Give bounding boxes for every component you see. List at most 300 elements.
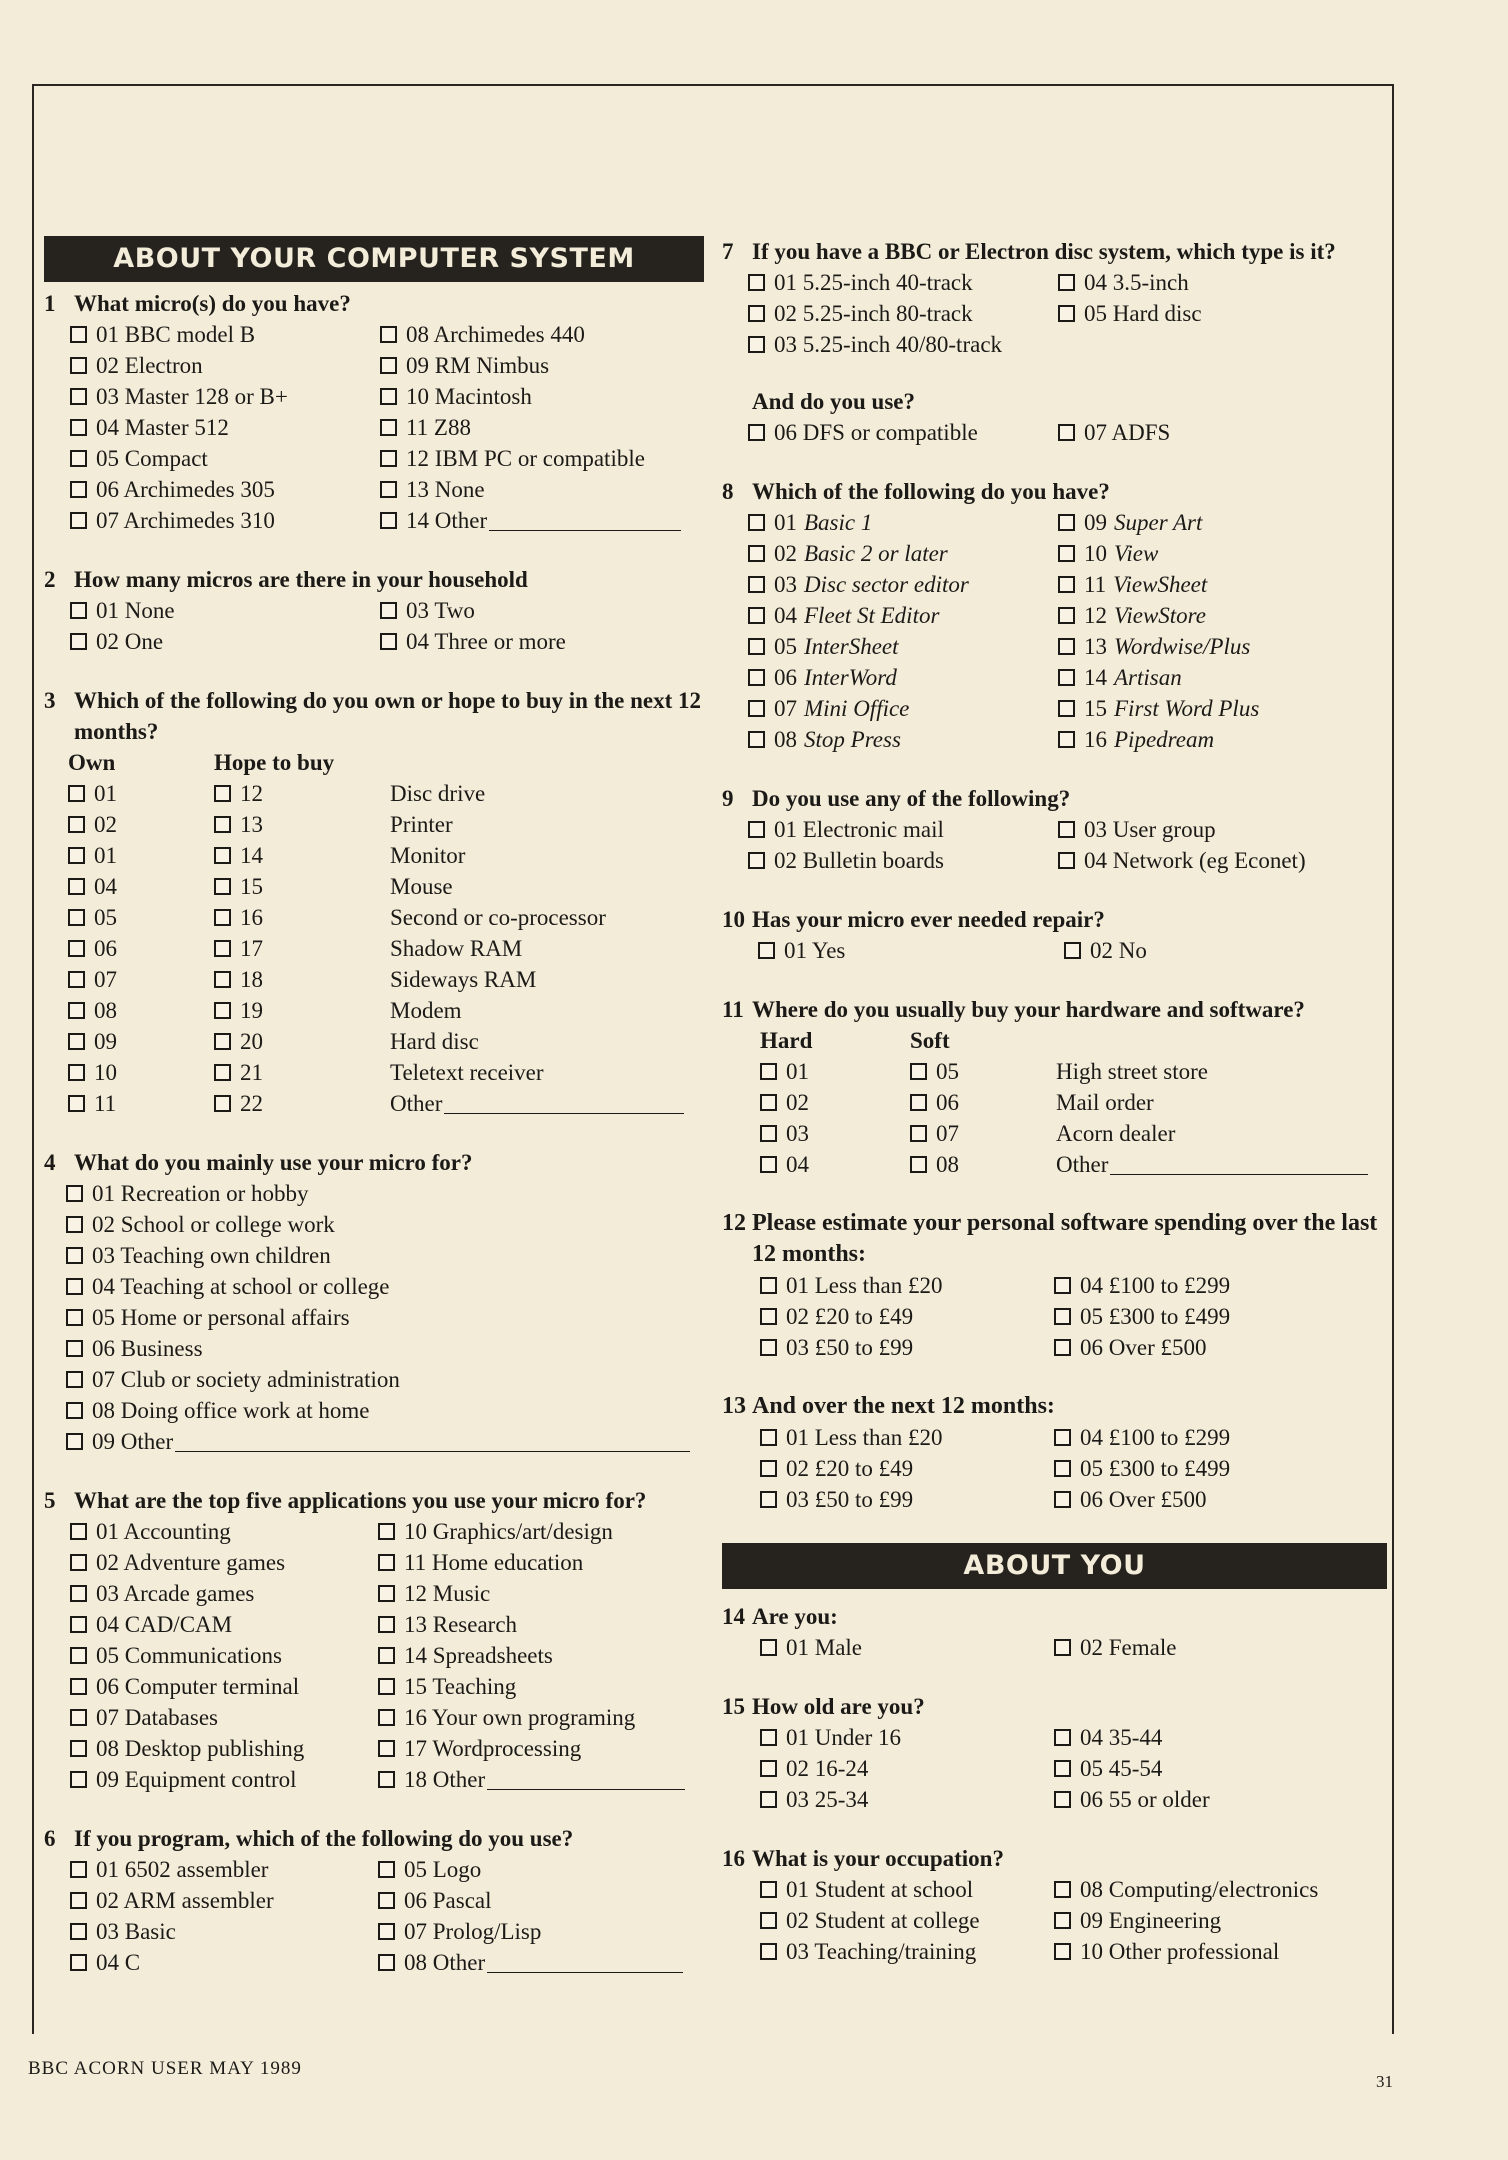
checkbox[interactable] [380, 512, 397, 529]
q5-option[interactable] [378, 1733, 704, 1764]
q15-option[interactable] [760, 1722, 1054, 1753]
checkbox[interactable] [378, 1709, 395, 1726]
checkbox[interactable] [214, 1033, 231, 1050]
hope-option[interactable] [214, 778, 390, 809]
option-label: 05 Hard disc [1084, 301, 1202, 326]
q8-option[interactable] [748, 631, 1058, 662]
checkbox[interactable] [1054, 1791, 1071, 1808]
checkbox[interactable] [760, 1943, 777, 1960]
hope-option[interactable] [214, 902, 390, 933]
checkbox[interactable] [1054, 1881, 1071, 1898]
checkbox[interactable] [378, 1892, 395, 1909]
option-label: 12 Music [404, 1581, 491, 1606]
question-15 [722, 1691, 1387, 1815]
checkbox[interactable] [748, 821, 765, 838]
checkbox[interactable] [378, 1554, 395, 1571]
q6-option[interactable] [378, 1854, 704, 1885]
checkbox[interactable] [760, 1791, 777, 1808]
option-label: 08 Computing/electronics [1080, 1877, 1319, 1902]
q4-option[interactable] [66, 1240, 704, 1271]
q1-option[interactable] [380, 474, 704, 505]
q16-option[interactable] [760, 1905, 1054, 1936]
q1-option[interactable] [70, 505, 380, 536]
checkbox[interactable] [760, 1881, 777, 1898]
checkbox[interactable] [1058, 576, 1075, 593]
q8-option[interactable] [748, 693, 1058, 724]
q4-option[interactable] [66, 1178, 704, 1209]
q6-option[interactable] [70, 1854, 378, 1885]
q5-option[interactable] [378, 1516, 704, 1547]
own-option[interactable] [68, 933, 214, 964]
own-option[interactable] [68, 809, 214, 840]
checkbox[interactable] [70, 1954, 87, 1971]
checkbox[interactable] [66, 1340, 83, 1357]
checkbox[interactable] [380, 602, 397, 619]
checkbox[interactable] [1054, 1639, 1071, 1656]
q13-option[interactable] [760, 1422, 1054, 1453]
q5-option[interactable] [70, 1640, 378, 1671]
checkbox[interactable] [758, 942, 775, 959]
q5-option[interactable] [70, 1764, 378, 1795]
checkbox[interactable] [1058, 274, 1075, 291]
q8-option[interactable] [1058, 693, 1387, 724]
q5-option[interactable] [70, 1547, 378, 1578]
checkbox[interactable] [378, 1740, 395, 1757]
q8-option[interactable] [748, 507, 1058, 538]
checkbox[interactable] [214, 785, 231, 802]
own-option[interactable] [68, 964, 214, 995]
q9-option[interactable] [748, 814, 1058, 845]
hope-option[interactable] [214, 1088, 390, 1119]
q1-option[interactable] [380, 505, 704, 536]
option-label: 05 Communications [96, 1643, 282, 1668]
checkbox[interactable] [214, 1064, 231, 1081]
checkbox[interactable] [1058, 305, 1075, 322]
checkbox[interactable] [68, 878, 85, 895]
q1-option[interactable] [70, 443, 380, 474]
checkbox[interactable] [68, 847, 85, 864]
q8-option[interactable] [1058, 538, 1387, 569]
q6-option[interactable] [378, 1916, 704, 1947]
option-label: 03 5.25-inch 40/80-track [774, 332, 1003, 357]
checkbox[interactable] [760, 1277, 777, 1294]
q5-option[interactable] [378, 1764, 704, 1795]
checkbox[interactable] [70, 326, 87, 343]
q7-option[interactable] [748, 267, 1058, 298]
checkbox[interactable] [380, 450, 397, 467]
q7-option[interactable] [748, 329, 1058, 360]
q1-option[interactable] [70, 474, 380, 505]
q6-option[interactable] [70, 1916, 378, 1947]
checkbox[interactable] [760, 1308, 777, 1325]
option-label: 06 [936, 1090, 959, 1115]
q8-option[interactable] [1058, 724, 1387, 755]
q16-option[interactable] [1054, 1936, 1387, 1967]
q7-option[interactable] [748, 298, 1058, 329]
q9-option[interactable] [1058, 845, 1387, 876]
own-option[interactable] [68, 1026, 214, 1057]
option-code: 05 [774, 634, 797, 659]
checkbox[interactable] [70, 1554, 87, 1571]
option-label: 08 [936, 1152, 959, 1177]
checkbox[interactable] [1054, 1429, 1071, 1446]
hard-option[interactable] [760, 1149, 910, 1180]
hope-option[interactable] [214, 1026, 390, 1057]
checkbox[interactable] [66, 1309, 83, 1326]
item-label: Shadow RAM [390, 936, 523, 961]
q1-option[interactable] [380, 319, 704, 350]
q13-option[interactable] [1054, 1422, 1387, 1453]
hope-option[interactable] [214, 995, 390, 1026]
checkbox[interactable] [760, 1156, 777, 1173]
own-option[interactable] [68, 871, 214, 902]
soft-option[interactable] [910, 1118, 1056, 1149]
q12-option[interactable] [760, 1270, 1054, 1301]
checkbox[interactable] [748, 424, 765, 441]
checkbox[interactable] [380, 388, 397, 405]
q2-option[interactable] [380, 595, 704, 626]
checkbox[interactable] [66, 1247, 83, 1264]
item-label: Other [1056, 1152, 1109, 1177]
checkbox[interactable] [1058, 669, 1075, 686]
q7-option[interactable] [1058, 267, 1387, 298]
checkbox[interactable] [66, 1185, 83, 1202]
checkbox[interactable] [1054, 1912, 1071, 1929]
q9-option[interactable] [1058, 814, 1387, 845]
checkbox[interactable] [760, 1094, 777, 1111]
q12-option[interactable] [760, 1332, 1054, 1363]
q4-option[interactable] [66, 1209, 704, 1240]
checkbox[interactable] [70, 1709, 87, 1726]
checkbox[interactable] [1058, 731, 1075, 748]
q8-option[interactable] [748, 538, 1058, 569]
option-label: 02 £20 to £49 [786, 1304, 914, 1329]
q8-option[interactable] [748, 724, 1058, 755]
checkbox[interactable] [748, 731, 765, 748]
q8-option[interactable] [748, 600, 1058, 631]
checkbox[interactable] [1054, 1339, 1071, 1356]
checkbox[interactable] [1054, 1308, 1071, 1325]
own-option[interactable] [68, 995, 214, 1026]
q6-option[interactable] [378, 1885, 704, 1916]
checkbox[interactable] [760, 1063, 777, 1080]
checkbox[interactable] [70, 450, 87, 467]
q2-option[interactable] [70, 595, 380, 626]
q4-option[interactable] [66, 1426, 704, 1457]
q8-option[interactable] [748, 662, 1058, 693]
q8-option[interactable] [1058, 507, 1387, 538]
hard-option[interactable] [760, 1087, 910, 1118]
checkbox[interactable] [1054, 1943, 1071, 1960]
q7-option[interactable] [1058, 298, 1387, 329]
q14-option[interactable] [1054, 1632, 1387, 1663]
hope-option[interactable] [214, 1057, 390, 1088]
checkbox[interactable] [760, 1491, 777, 1508]
checkbox[interactable] [70, 602, 87, 619]
q6-option[interactable] [70, 1885, 378, 1916]
q5-option[interactable] [378, 1640, 704, 1671]
q4-option[interactable] [66, 1333, 704, 1364]
checkbox[interactable] [214, 940, 231, 957]
q8-option[interactable] [1058, 631, 1387, 662]
checkbox[interactable] [214, 1095, 231, 1112]
checkbox[interactable] [748, 607, 765, 624]
checkbox[interactable] [748, 700, 765, 717]
q5-option[interactable] [378, 1609, 704, 1640]
checkbox[interactable] [214, 847, 231, 864]
checkbox[interactable] [68, 785, 85, 802]
q2-option[interactable] [70, 626, 380, 657]
q1-options [44, 319, 704, 536]
checkbox[interactable] [70, 357, 87, 374]
checkbox[interactable] [380, 357, 397, 374]
checkbox[interactable] [1054, 1277, 1071, 1294]
checkbox[interactable] [378, 1585, 395, 1602]
checkbox[interactable] [68, 1064, 85, 1081]
checkbox[interactable] [68, 909, 85, 926]
checkbox[interactable] [748, 638, 765, 655]
q13-option[interactable] [1054, 1453, 1387, 1484]
q5-option[interactable] [378, 1578, 704, 1609]
q15-option[interactable] [1054, 1753, 1387, 1784]
checkbox[interactable] [214, 971, 231, 988]
checkbox[interactable] [760, 1639, 777, 1656]
checkbox[interactable] [380, 633, 397, 650]
hope-option[interactable] [214, 809, 390, 840]
q12-option[interactable] [1054, 1301, 1387, 1332]
checkbox[interactable] [1058, 424, 1075, 441]
checkbox[interactable] [760, 1912, 777, 1929]
hope-option[interactable] [214, 964, 390, 995]
checkbox[interactable] [1054, 1460, 1071, 1477]
q5-option[interactable] [378, 1702, 704, 1733]
checkbox[interactable] [1054, 1760, 1071, 1777]
q13-option[interactable] [760, 1453, 1054, 1484]
q4-option[interactable] [66, 1364, 704, 1395]
own-option[interactable] [68, 902, 214, 933]
q8-option[interactable] [1058, 662, 1387, 693]
checkbox[interactable] [748, 305, 765, 322]
checkbox[interactable] [68, 816, 85, 833]
checkbox[interactable] [910, 1156, 927, 1173]
own-option[interactable] [68, 1057, 214, 1088]
q9-option[interactable] [748, 845, 1058, 876]
q16-option[interactable] [1054, 1874, 1387, 1905]
checkbox[interactable] [214, 816, 231, 833]
checkbox[interactable] [1054, 1491, 1071, 1508]
option-label: 10 Graphics/art/design [404, 1519, 613, 1544]
q8-option[interactable] [748, 569, 1058, 600]
hard-option[interactable] [760, 1118, 910, 1149]
checkbox[interactable] [66, 1433, 83, 1450]
checkbox[interactable] [68, 1095, 85, 1112]
option-label: 04 CAD/CAM [96, 1612, 233, 1637]
checkbox[interactable] [378, 1923, 395, 1940]
checkbox[interactable] [68, 1033, 85, 1050]
q1-option[interactable] [380, 412, 704, 443]
checkbox[interactable] [66, 1402, 83, 1419]
checkbox[interactable] [1058, 821, 1075, 838]
hope-option[interactable] [214, 933, 390, 964]
checkbox[interactable] [70, 1647, 87, 1664]
checkbox[interactable] [1058, 545, 1075, 562]
own-option[interactable] [68, 778, 214, 809]
q5-option[interactable] [70, 1702, 378, 1733]
checkbox[interactable] [378, 1954, 395, 1971]
checkbox[interactable] [1058, 607, 1075, 624]
q8-option[interactable] [1058, 569, 1387, 600]
q12-option[interactable] [760, 1301, 1054, 1332]
checkbox[interactable] [380, 326, 397, 343]
checkbox[interactable] [214, 909, 231, 926]
checkbox[interactable] [70, 1616, 87, 1633]
checkbox[interactable] [68, 940, 85, 957]
checkbox[interactable] [760, 1125, 777, 1142]
checkbox[interactable] [70, 1923, 87, 1940]
checkbox[interactable] [70, 481, 87, 498]
checkbox[interactable] [70, 1861, 87, 1878]
checkbox[interactable] [748, 852, 765, 869]
q6-option[interactable] [70, 1947, 378, 1978]
q8-option[interactable] [1058, 600, 1387, 631]
q6-option[interactable] [378, 1947, 704, 1978]
soft-option[interactable] [910, 1087, 1056, 1118]
q9-header [722, 783, 1387, 814]
checkbox[interactable] [1054, 1729, 1071, 1746]
checkbox[interactable] [380, 481, 397, 498]
checkbox[interactable] [748, 514, 765, 531]
checkbox[interactable] [910, 1063, 927, 1080]
own-option[interactable] [68, 1088, 214, 1119]
q5-option[interactable] [70, 1578, 378, 1609]
checkbox[interactable] [68, 1002, 85, 1019]
checkbox[interactable] [748, 274, 765, 291]
q13-option[interactable] [760, 1484, 1054, 1515]
q5-option[interactable] [70, 1733, 378, 1764]
checkbox[interactable] [66, 1371, 83, 1388]
checkbox[interactable] [214, 878, 231, 895]
option-code: 04 [774, 603, 797, 628]
option-label: 01 5.25-inch 40-track [774, 270, 973, 295]
q5-option[interactable] [70, 1609, 378, 1640]
q5-option[interactable] [378, 1671, 704, 1702]
checkbox[interactable] [760, 1429, 777, 1446]
q15-option[interactable] [1054, 1722, 1387, 1753]
q14-option[interactable] [760, 1632, 1054, 1663]
checkbox[interactable] [1058, 514, 1075, 531]
checkbox[interactable] [1058, 700, 1075, 717]
checkbox[interactable] [760, 1339, 777, 1356]
soft-option[interactable] [910, 1056, 1056, 1087]
checkbox[interactable] [66, 1278, 83, 1295]
checkbox[interactable] [378, 1647, 395, 1664]
q1-option[interactable] [70, 381, 380, 412]
q13-option[interactable] [1054, 1484, 1387, 1515]
checkbox[interactable] [910, 1125, 927, 1142]
checkbox[interactable] [68, 971, 85, 988]
q5-option[interactable] [378, 1547, 704, 1578]
option-label: 10 Macintosh [406, 384, 532, 409]
checkbox[interactable] [70, 512, 87, 529]
hope-option[interactable] [214, 871, 390, 902]
checkbox[interactable] [70, 1678, 87, 1695]
soft-option[interactable] [910, 1149, 1056, 1180]
own-option[interactable] [68, 840, 214, 871]
checkbox[interactable] [760, 1460, 777, 1477]
checkbox[interactable] [70, 1771, 87, 1788]
q7-sub-option[interactable] [748, 417, 1058, 448]
q1-option[interactable] [70, 350, 380, 381]
q5-option[interactable] [70, 1516, 378, 1547]
option-label: 10 [94, 1060, 117, 1085]
checkbox[interactable] [748, 545, 765, 562]
checkbox[interactable] [70, 388, 87, 405]
checkbox[interactable] [70, 1740, 87, 1757]
q12-option[interactable] [1054, 1332, 1387, 1363]
checkbox[interactable] [748, 576, 765, 593]
q16-option[interactable] [760, 1936, 1054, 1967]
checkbox[interactable] [70, 1523, 87, 1540]
checkbox[interactable] [1064, 942, 1081, 959]
checkbox[interactable] [378, 1616, 395, 1633]
checkbox[interactable] [70, 1585, 87, 1602]
option-label: 09 Equipment control [96, 1767, 297, 1792]
hope-option[interactable] [214, 840, 390, 871]
checkbox[interactable] [378, 1861, 395, 1878]
q1-option[interactable] [70, 319, 380, 350]
q4-option[interactable] [66, 1302, 704, 1333]
checkbox[interactable] [910, 1094, 927, 1111]
checkbox[interactable] [1058, 852, 1075, 869]
q10-option[interactable] [1064, 935, 1387, 966]
q1-option[interactable] [70, 412, 380, 443]
q15-option[interactable] [760, 1753, 1054, 1784]
hard-header: Hard [760, 1028, 813, 1053]
q1-option[interactable] [380, 350, 704, 381]
checkbox[interactable] [748, 669, 765, 686]
q16-option[interactable] [1054, 1905, 1387, 1936]
checkbox[interactable] [378, 1523, 395, 1540]
checkbox[interactable] [748, 336, 765, 353]
q7-sub-option[interactable] [1058, 417, 1387, 448]
checkbox[interactable] [760, 1729, 777, 1746]
checkbox[interactable] [380, 419, 397, 436]
q4-option[interactable] [66, 1395, 704, 1426]
checkbox[interactable] [66, 1216, 83, 1233]
q15-option[interactable] [1054, 1784, 1387, 1815]
checkbox[interactable] [70, 419, 87, 436]
hard-option[interactable] [760, 1056, 910, 1087]
checkbox[interactable] [1058, 638, 1075, 655]
q5-option[interactable] [70, 1671, 378, 1702]
q15-option[interactable] [760, 1784, 1054, 1815]
checkbox[interactable] [378, 1771, 395, 1788]
checkbox[interactable] [760, 1760, 777, 1777]
q6-text: If you program, which of the following do you use? [74, 1826, 574, 1851]
checkbox[interactable] [70, 1892, 87, 1909]
checkbox[interactable] [214, 1002, 231, 1019]
q4-option[interactable] [66, 1271, 704, 1302]
checkbox[interactable] [378, 1678, 395, 1695]
q10-option[interactable] [758, 935, 1064, 966]
q16-text: What is your occupation? [752, 1846, 1004, 1871]
q1-option[interactable] [380, 443, 704, 474]
q2-option[interactable] [380, 626, 704, 657]
q12-option[interactable] [1054, 1270, 1387, 1301]
checkbox[interactable] [70, 633, 87, 650]
q1-option[interactable] [380, 381, 704, 412]
q16-option[interactable] [760, 1874, 1054, 1905]
